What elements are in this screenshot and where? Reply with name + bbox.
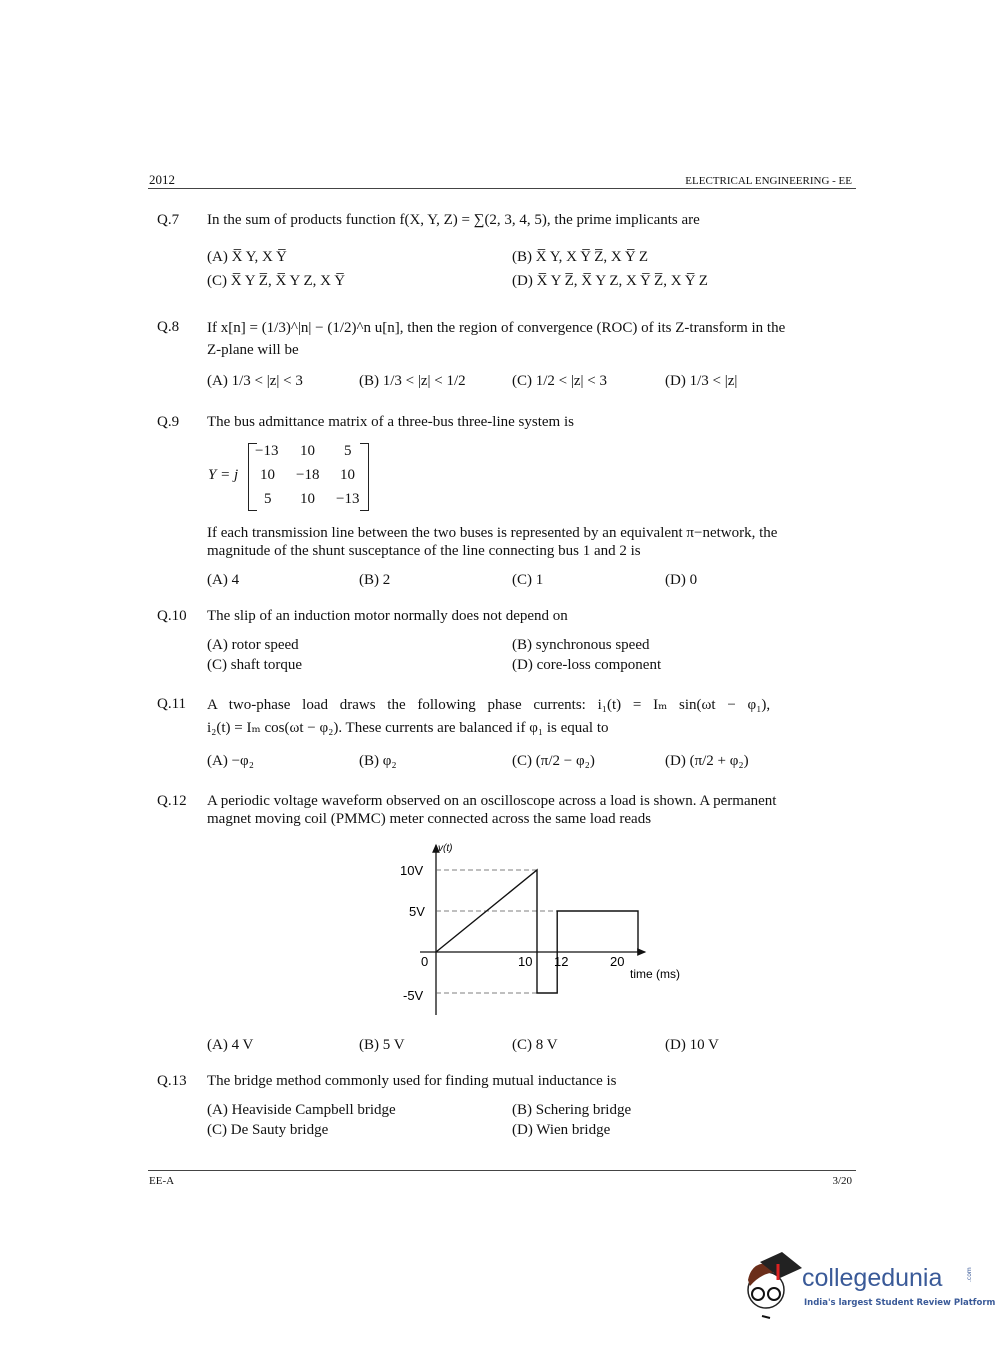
q12-option-b: (B) 5 V	[359, 1037, 405, 1053]
logo-suffix: .com	[966, 1267, 973, 1282]
waveform-figure	[390, 835, 700, 1020]
q7-option-b: (B) X̅ Y, X Y̅ Z̅, X Y̅ Z	[512, 249, 649, 265]
q7-number: Q.7	[157, 212, 180, 228]
q10-text: The slip of an induction motor normally does not depend on	[207, 608, 568, 624]
matrix-cell: 10	[340, 467, 355, 483]
matrix-cell: −18	[296, 467, 320, 483]
q13-option-c: (C) De Sauty bridge	[207, 1122, 329, 1138]
y-axis-label: v(t)	[438, 843, 453, 854]
q10-option-d: (D) core-loss component	[512, 657, 662, 673]
waveform-line	[436, 870, 638, 993]
footer-page: 3/20	[832, 1175, 852, 1187]
q13-number: Q.13	[157, 1073, 187, 1089]
ytick-0: 0	[421, 954, 429, 969]
q13-text: The bridge method commonly used for finding mutual inductance is	[207, 1073, 617, 1089]
q7-option-c: (C) X̅ Y Z̅, X̅ Y Z, X Y̅	[207, 273, 346, 289]
ytick-5v: 5V	[409, 904, 425, 919]
header-rule	[148, 188, 856, 189]
q10-option-c: (C) shaft torque	[207, 657, 302, 673]
q12-option-d: (D) 10 V	[665, 1037, 719, 1053]
q9-option-b: (B) 2	[359, 572, 391, 588]
q11-text: A two-phase load draws the following phase currents: i₁(t) = Iₘ sin(ωt − φ₁),	[207, 697, 771, 713]
header-paper: ELECTRICAL ENGINEERING - EE	[685, 175, 852, 187]
matrix-cell: 10	[260, 467, 275, 483]
q7-option-a: (A) X̅ Y, X Y̅	[207, 249, 287, 265]
matrix-cell: −13	[255, 443, 279, 459]
mascot-icon	[742, 1250, 804, 1320]
q7-option-d: (D) X̅ Y Z̅, X̅ Y Z, X Y̅ Z̅, X Y̅ Z	[512, 273, 708, 289]
collegedunia-logo[interactable]	[742, 1250, 996, 1320]
q13-option-d: (D) Wien bridge	[512, 1122, 611, 1138]
q11-option-a: (A) −φ₂	[207, 753, 254, 769]
q12-text-cont: magnet moving coil (PMMC) meter connected across the same load reads	[207, 811, 652, 827]
matrix-cell: −13	[336, 491, 360, 507]
q10-option-a: (A) rotor speed	[207, 637, 299, 653]
q8-option-b: (B) 1/3 < |z| < 1/2	[359, 373, 466, 389]
q11-text-cont: i₂(t) = Iₘ cos(ωt − φ₂). These currents are balanced if φ₁ is equal to	[207, 720, 609, 736]
q11-option-d: (D) (π/2 + φ₂)	[665, 753, 749, 769]
matrix-cell: 5	[344, 443, 352, 459]
q9-text-cont: If each transmission line between the two buses is represented by an equivalent π−network, the	[207, 525, 778, 541]
matrix-cell: 5	[264, 491, 272, 507]
xtick-20: 20	[610, 954, 625, 969]
q8-number: Q.8	[157, 319, 180, 335]
q10-option-b: (B) synchronous speed	[512, 637, 650, 653]
q13-option-a: (A) Heaviside Campbell bridge	[207, 1102, 396, 1118]
q11-option-b: (B) φ₂	[359, 753, 397, 769]
header-year: 2012	[149, 172, 175, 187]
q9-option-c: (C) 1	[512, 572, 544, 588]
q9-text-cont2: magnitude of the shunt susceptance of the line connecting bus 1 and 2 is	[207, 543, 641, 559]
logo-name: collegedunia	[802, 1264, 943, 1292]
q9-text: The bus admittance matrix of a three-bus three-line system is	[207, 414, 574, 430]
matrix-right-bracket	[360, 443, 369, 511]
matrix-cell: 10	[300, 491, 315, 507]
q8-text-cont: Z-plane will be	[207, 342, 299, 358]
q9-option-a: (A) 4	[207, 572, 240, 588]
ytick-minus5v: -5V	[403, 988, 424, 1003]
xtick-12: 12	[554, 954, 569, 969]
q8-option-a: (A) 1/3 < |z| < 3	[207, 373, 303, 389]
xtick-10: 10	[518, 954, 533, 969]
q8-option-c: (C) 1/2 < |z| < 3	[512, 373, 607, 389]
q12-option-c: (C) 8 V	[512, 1037, 558, 1053]
q10-number: Q.10	[157, 608, 187, 624]
q7-text: In the sum of products function f(X, Y, Z) = ∑(2, 3, 4, 5), the prime implicants are	[207, 212, 700, 228]
ytick-10v: 10V	[400, 863, 424, 878]
matrix-label: Y = j	[208, 467, 239, 483]
q11-number: Q.11	[157, 696, 187, 712]
logo-tagline: India's largest Student Review Platform	[804, 1298, 996, 1308]
q11-option-c: (C) (π/2 − φ₂)	[512, 753, 595, 769]
q8-option-d: (D) 1/3 < |z|	[665, 373, 738, 389]
q13-option-b: (B) Schering bridge	[512, 1102, 632, 1118]
q12-option-a: (A) 4 V	[207, 1037, 254, 1053]
footer-code: EE-A	[149, 1175, 175, 1187]
q12-text: A periodic voltage waveform observed on an oscilloscope across a load is shown. A permanent	[207, 793, 777, 809]
q12-number: Q.12	[157, 793, 187, 809]
footer-rule	[148, 1170, 856, 1171]
matrix-cell: 10	[300, 443, 315, 459]
q9-number: Q.9	[157, 414, 180, 430]
x-axis-label: time (ms)	[630, 967, 680, 981]
q9-option-d: (D) 0	[665, 572, 698, 588]
q8-text: If x[n] = (1/3)^|n| − (1/2)^n u[n], then the region of convergence (ROC) of its Z-transform in the	[207, 320, 786, 336]
